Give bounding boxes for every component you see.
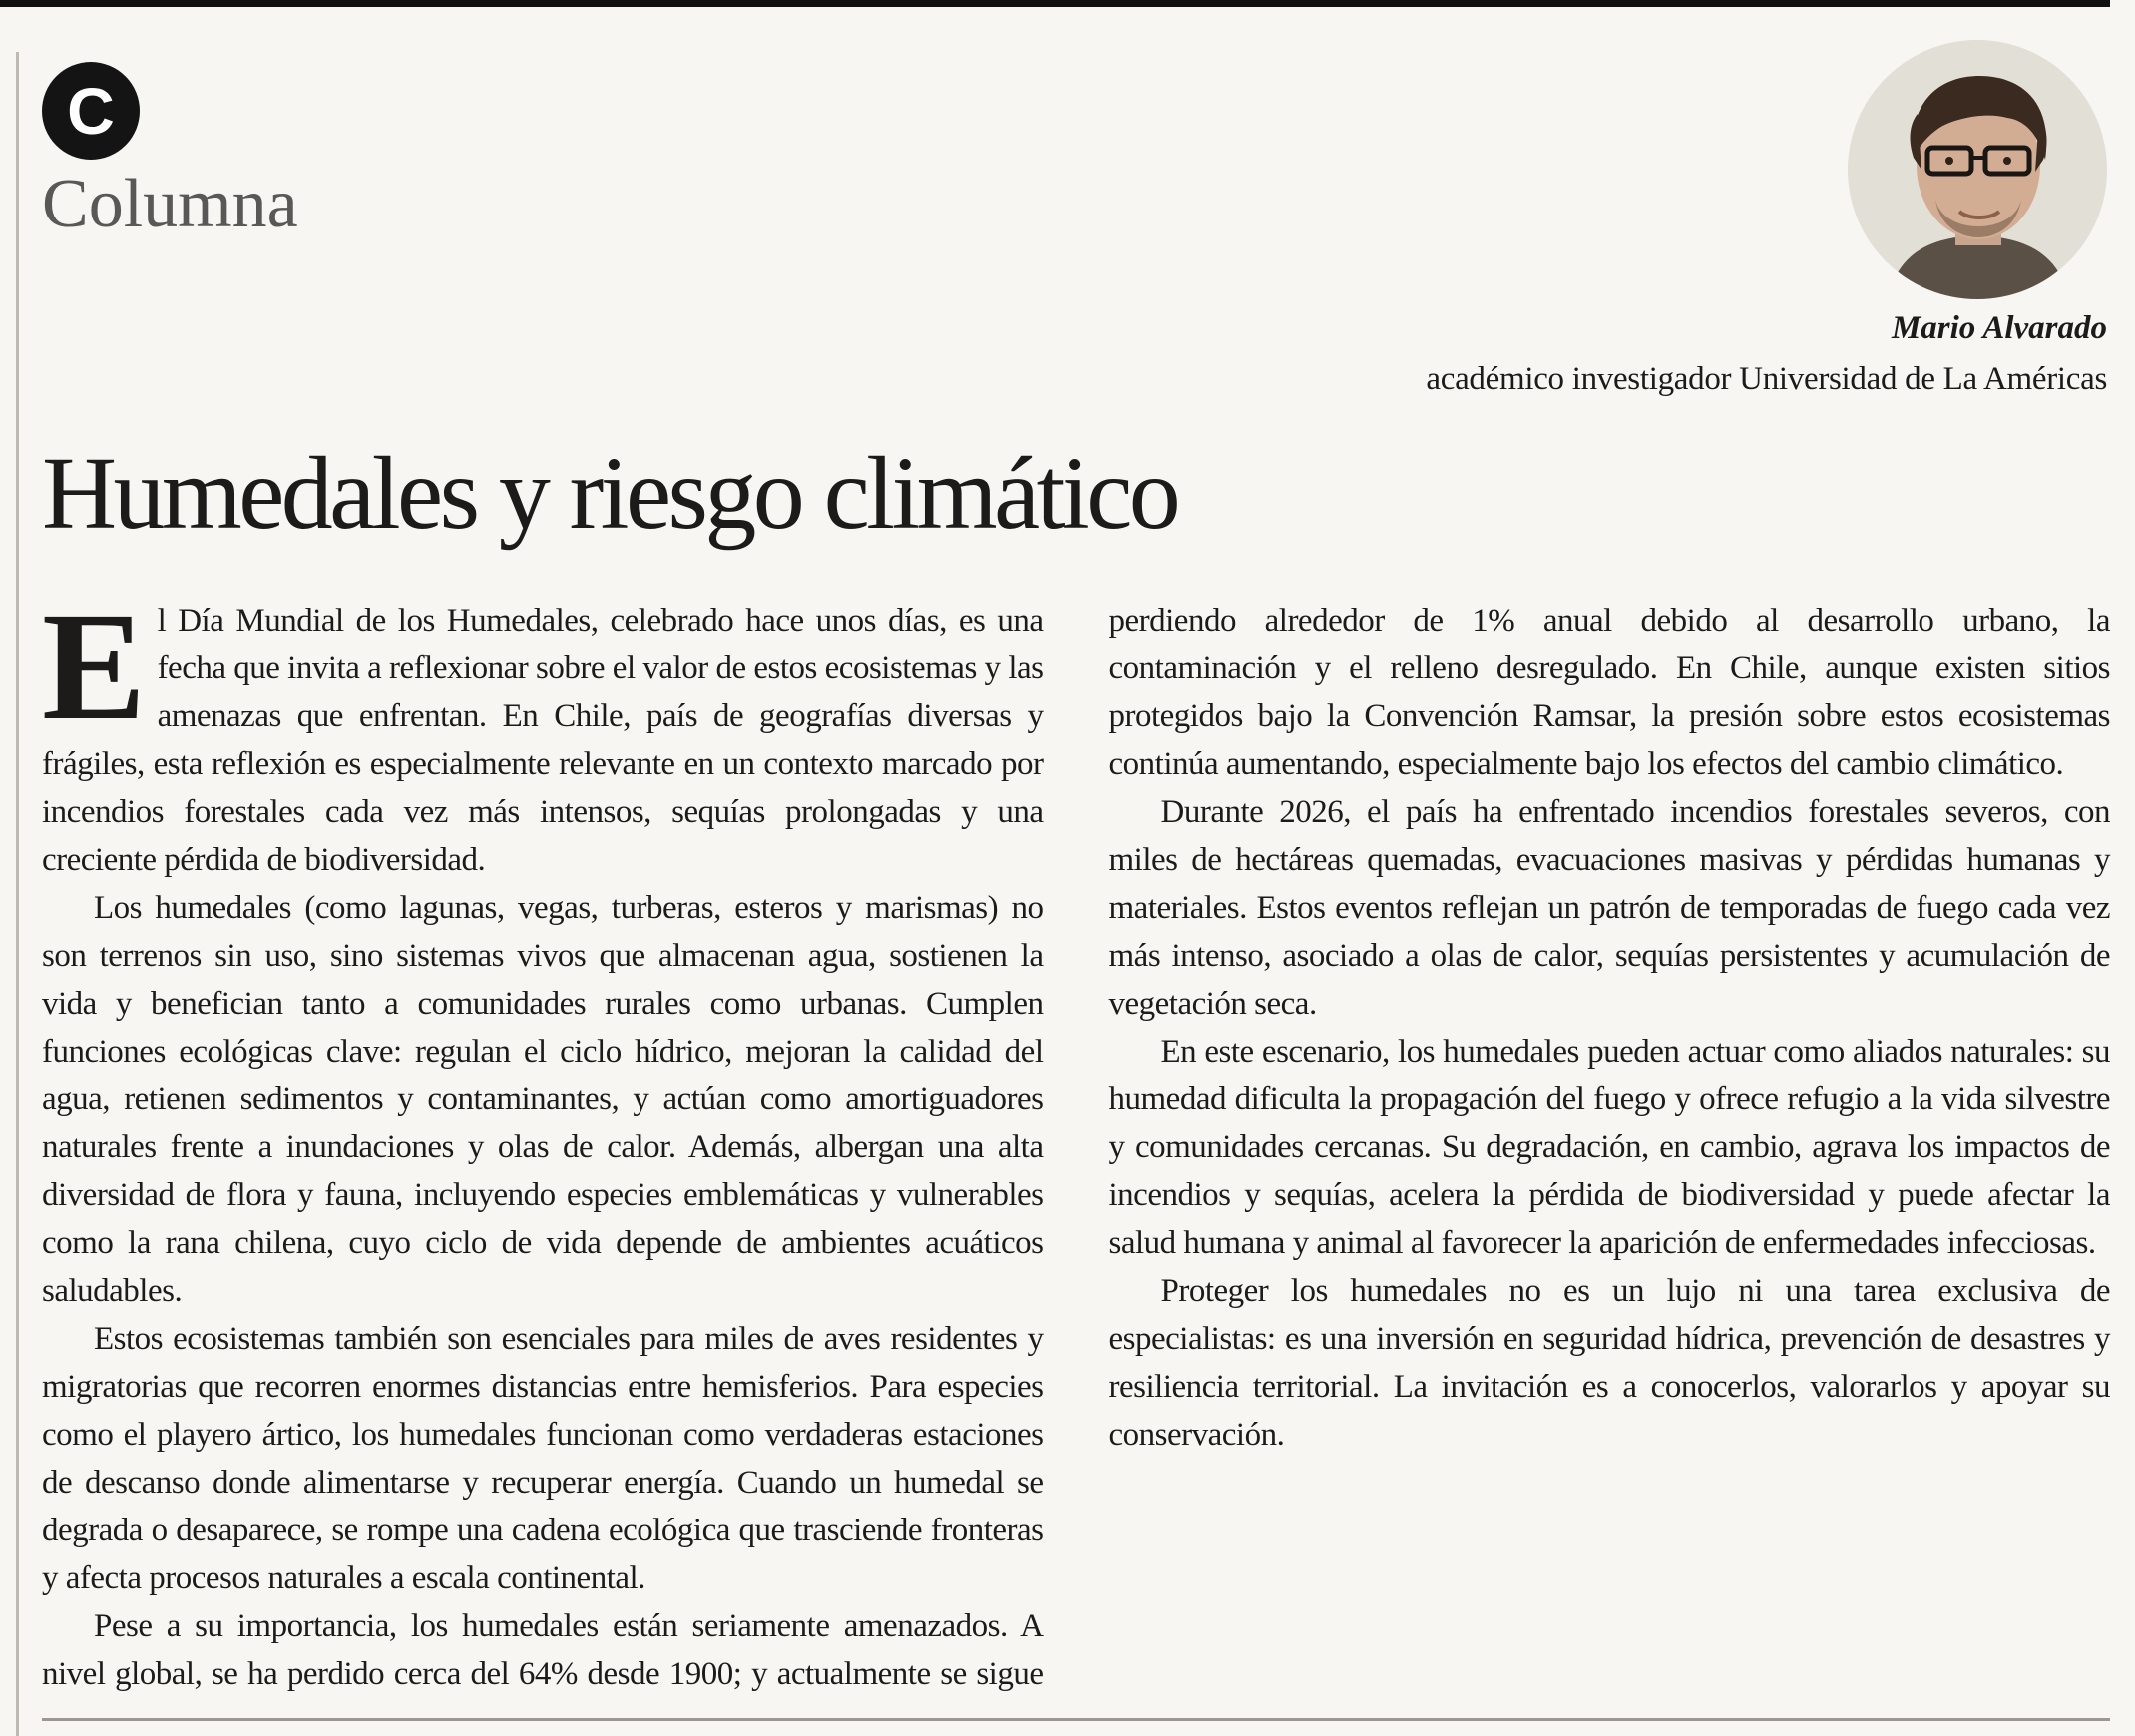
badge-letter: C bbox=[67, 74, 115, 148]
article-paragraph bbox=[42, 580, 1044, 884]
article-paragraph: Durante 2026, el país ha enfrentado incendios forestales severos, con miles de hectáreas quemadas, evacuaciones masivas y pérdidas humanas y materiales. Estos eventos reflejan un patrón de temporadas de fuego cada vez más intenso, asociado a olas de calor, sequías persistentes y acumulación de vegetación seca. bbox=[1108, 794, 2110, 1022]
drop-cap: E bbox=[42, 580, 146, 752]
author-portrait-icon bbox=[1848, 40, 2107, 299]
column-badge-icon bbox=[42, 62, 140, 160]
article-paragraph: Proteger los humedales no es un lujo ni una tarea exclusiva de especialistas: es una inversión en seguridad hídrica, prevención de desastres y resiliencia territorial. La invitación es a conocerlos, valorarlos y apoyar su conservación. bbox=[1108, 1273, 2110, 1453]
author-role: académico investigador Universidad de La Américas bbox=[1426, 361, 2107, 397]
section-label: Columna bbox=[42, 166, 298, 242]
article-paragraph: Los humedales (como lagunas, vegas, turberas, esteros y marismas) no son terrenos sin uso, sino sistemas vivos que almacenan agua, sostienen la vida y benefician tanto a comunidades rurales como urbanas. Cumplen funciones ecológicas clave: regulan el ciclo hídrico, mejoran la calidad del agua, retienen sedimentos y contaminantes, y actúan como amortiguadores naturales frente a inundaciones y olas de calor. Además, albergan una alta diversidad de flora y fauna, incluyendo especies emblemáticas y vulnerables como la rana chilena, cuyo ciclo de vida depende de ambientes acuáticos saludables. bbox=[42, 890, 1044, 1309]
article-paragraph: Estos ecosistemas también son esenciales para miles de aves residentes y migratorias que recorren enormes distancias entre hemisferios. Para especies como el playero ártico, los humedales funcionan como verdaderas estaciones de descanso donde alimentarse y recuperar energía. Cuando un humedal se degrada o desaparece, se rompe una cadena ecológica que trasciende fronteras y afecta procesos naturales a escala continental. bbox=[42, 1321, 1044, 1596]
article-paragraph: Pese a su importancia, los humedales están seriamente amenazados. A nivel global, se ha perdido cerca del 64% desde 1900; y actualmente se sigue perdiendo alrededor de 1% anual debido al desarrollo urbano, la contaminación y el relleno desregulado. En Chile, aunque existen sitios protegidos bajo la Convención Ramsar, la presión sobre estos ecosistemas continúa aumentando, especialmente bajo los efectos del cambio climático. bbox=[42, 603, 2110, 1692]
left-rule bbox=[16, 52, 19, 1736]
bottom-rule bbox=[42, 1718, 2110, 1721]
author-photo bbox=[1848, 40, 2107, 299]
author-name: Mario Alvarado bbox=[1891, 310, 2107, 346]
headline: Humedales y riesgo climático bbox=[42, 436, 1178, 551]
article-body bbox=[42, 580, 2110, 1709]
paragraph-text: l Día Mundial de los Humedales, celebrado hace unos días, es una fecha que invita a reflexionar sobre el valor de estos ecosistemas y las amenazas que enfrentan. En Chile, país de geografías diversas y frágiles, esta reflexión es especialmente relevante en un contexto marcado por incendios forestales cada vez más intensos, sequías prolongadas y una creciente pérdida de biodiversidad. bbox=[42, 603, 1044, 878]
article-paragraph: En este escenario, los humedales pueden actuar como aliados naturales: su humedad dificulta la propagación del fuego y ofrece refugio a la vida silvestre y comunidades cercanas. Su degradación, en cambio, agrava los impactos de incendios y sequías, acelera la pérdida de biodiversidad y puede afectar la salud humana y animal al favorecer la aparición de enfermedades infecciosas. bbox=[1108, 1034, 2110, 1261]
top-rule bbox=[0, 0, 2110, 7]
